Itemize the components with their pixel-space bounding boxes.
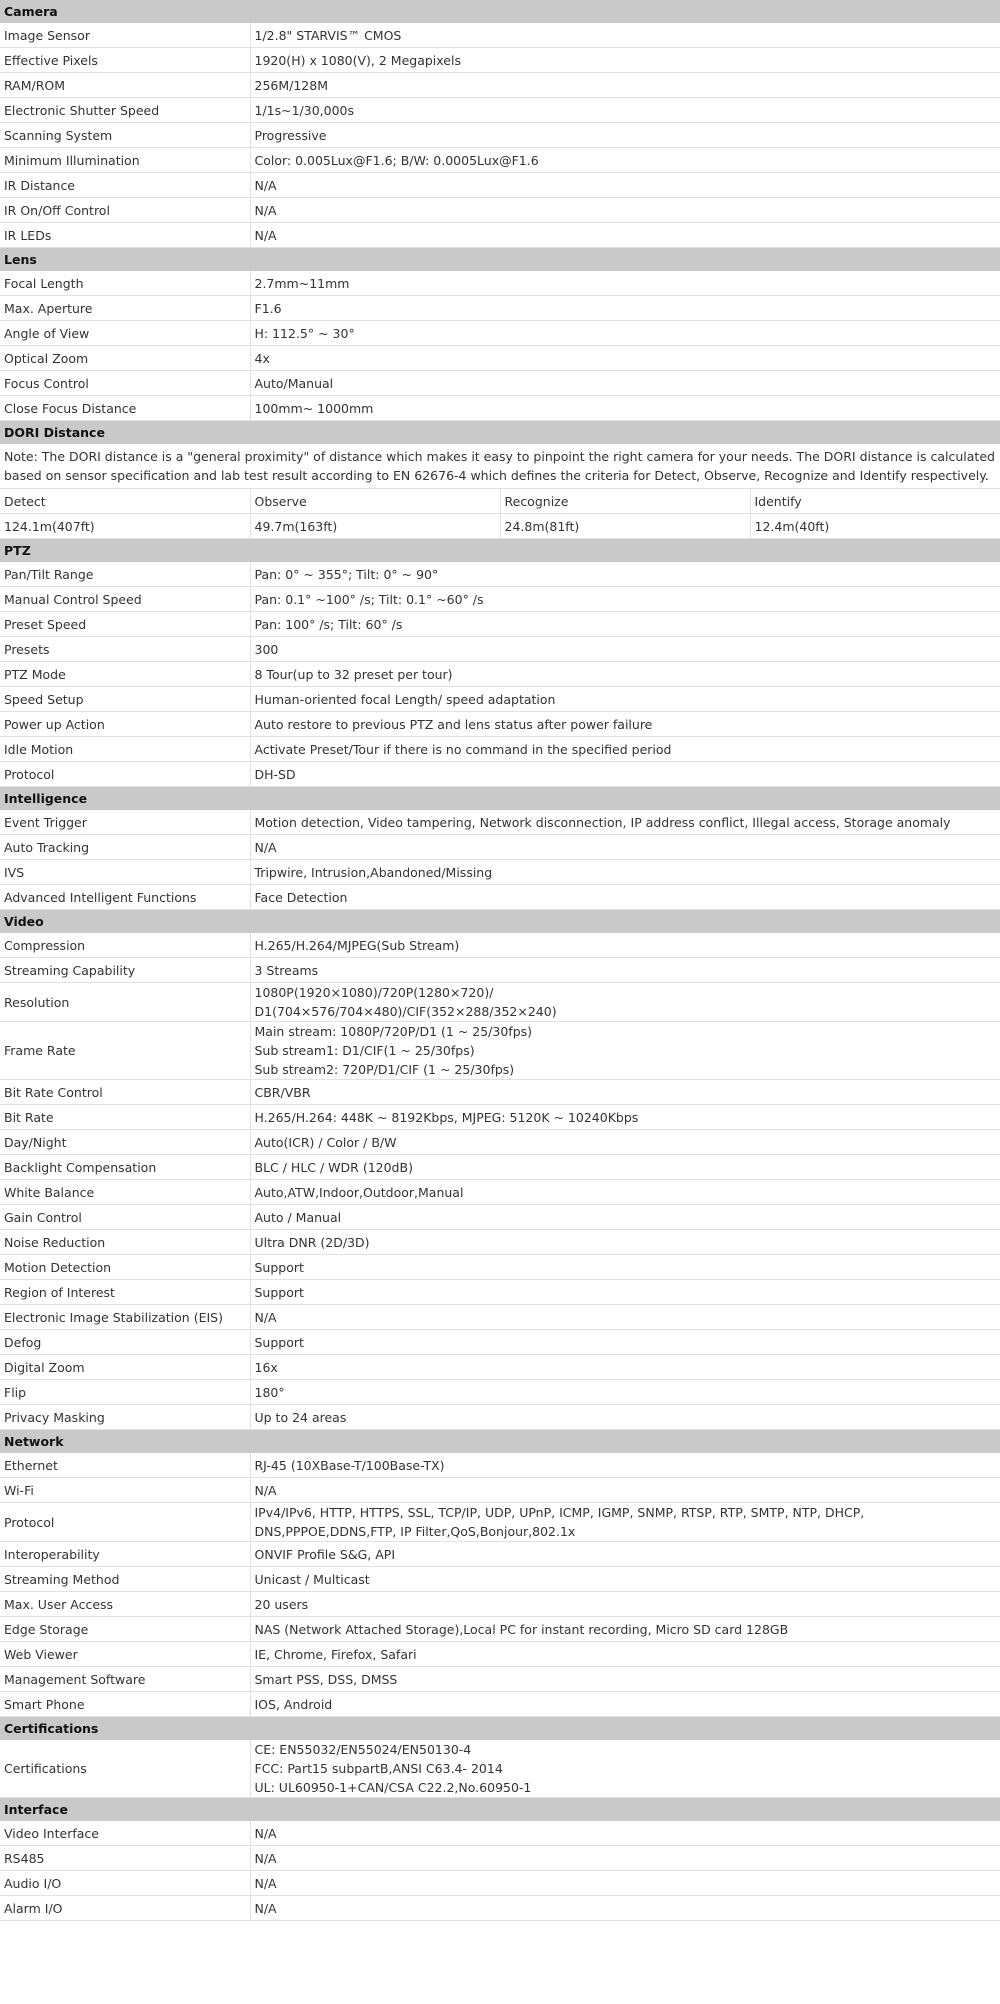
spec-value: Up to 24 areas <box>250 1405 1000 1430</box>
spec-row <box>0 1330 1000 1355</box>
section-header <box>0 787 1000 811</box>
spec-value: 1/2.8" STARVIS™ CMOS <box>250 23 1000 48</box>
spec-row <box>0 346 1000 371</box>
spec-label: Optical Zoom <box>0 346 250 371</box>
dori-header-row <box>0 489 1000 514</box>
spec-label: Focal Length <box>0 271 250 296</box>
spec-value: 1920(H) x 1080(V), 2 Megapixels <box>250 48 1000 73</box>
spec-value: Progressive <box>250 123 1000 148</box>
spec-row <box>0 198 1000 223</box>
spec-label: Focus Control <box>0 371 250 396</box>
spec-label: Streaming Method <box>0 1567 250 1592</box>
spec-label: IR LEDs <box>0 223 250 248</box>
spec-label: IR Distance <box>0 173 250 198</box>
spec-row <box>0 737 1000 762</box>
spec-value: Support <box>250 1255 1000 1280</box>
spec-row <box>0 983 1000 1022</box>
spec-row <box>0 1642 1000 1667</box>
spec-label: Idle Motion <box>0 737 250 762</box>
spec-value: CBR/VBR <box>250 1080 1000 1105</box>
spec-label: Auto Tracking <box>0 835 250 860</box>
spec-row <box>0 1130 1000 1155</box>
spec-row <box>0 562 1000 587</box>
dori-value-cell: 12.4m(40ft) <box>750 514 1000 539</box>
spec-value: BLC / HLC / WDR (120dB) <box>250 1155 1000 1180</box>
spec-label: Compression <box>0 933 250 958</box>
spec-row <box>0 835 1000 860</box>
section-title: Certifications <box>0 1717 1000 1741</box>
spec-label: Protocol <box>0 1503 250 1542</box>
spec-value: 3 Streams <box>250 958 1000 983</box>
spec-label: Region of Interest <box>0 1280 250 1305</box>
spec-row <box>0 296 1000 321</box>
spec-label: PTZ Mode <box>0 662 250 687</box>
spec-value: IE, Chrome, Firefox, Safari <box>250 1642 1000 1667</box>
dori-note-row <box>0 444 1000 489</box>
spec-row <box>0 48 1000 73</box>
spec-row <box>0 1667 1000 1692</box>
spec-value: Auto / Manual <box>250 1205 1000 1230</box>
spec-value: H.265/H.264: 448K ~ 8192Kbps, MJPEG: 5120K ~ 10240Kbps <box>250 1105 1000 1130</box>
spec-value: Main stream: 1080P/720P/D1 (1 ~ 25/30fps) Sub stream1: D1/CIF(1 ~ 25/30fps) Sub stream2: 720P/D1/CIF (1 ~ 25/30fps) <box>250 1022 1000 1080</box>
spec-row <box>0 123 1000 148</box>
spec-label: Ethernet <box>0 1453 250 1478</box>
spec-value: 2.7mm~11mm <box>250 271 1000 296</box>
spec-value: Pan: 0° ~ 355°; Tilt: 0° ~ 90° <box>250 562 1000 587</box>
spec-row <box>0 1205 1000 1230</box>
spec-value: 256M/128M <box>250 73 1000 98</box>
spec-row <box>0 687 1000 712</box>
spec-label: Resolution <box>0 983 250 1022</box>
spec-label: Privacy Masking <box>0 1405 250 1430</box>
spec-row <box>0 662 1000 687</box>
spec-value: Color: 0.005Lux@F1.6; B/W: 0.0005Lux@F1.6 <box>250 148 1000 173</box>
spec-value: RJ-45 (10XBase-T/100Base-TX) <box>250 1453 1000 1478</box>
section-header <box>0 1430 1000 1454</box>
spec-row <box>0 587 1000 612</box>
spec-value: 100mm~ 1000mm <box>250 396 1000 421</box>
spec-label: Certifications <box>0 1740 250 1798</box>
spec-row <box>0 1821 1000 1846</box>
spec-label: Scanning System <box>0 123 250 148</box>
spec-row <box>0 885 1000 910</box>
spec-value: Smart PSS, DSS, DMSS <box>250 1667 1000 1692</box>
spec-value: N/A <box>250 223 1000 248</box>
spec-value: 8 Tour(up to 32 preset per tour) <box>250 662 1000 687</box>
spec-value: Auto restore to previous PTZ and lens status after power failure <box>250 712 1000 737</box>
spec-label: Max. Aperture <box>0 296 250 321</box>
dori-header-cell: Identify <box>750 489 1000 514</box>
spec-row <box>0 148 1000 173</box>
spec-row <box>0 321 1000 346</box>
spec-label: Smart Phone <box>0 1692 250 1717</box>
spec-row <box>0 1503 1000 1542</box>
spec-value: Auto(ICR) / Color / B/W <box>250 1130 1000 1155</box>
spec-row <box>0 1405 1000 1430</box>
spec-label: IR On/Off Control <box>0 198 250 223</box>
spec-label: Image Sensor <box>0 23 250 48</box>
spec-value: 300 <box>250 637 1000 662</box>
spec-row <box>0 1280 1000 1305</box>
spec-value: Tripwire, Intrusion,Abandoned/Missing <box>250 860 1000 885</box>
spec-value: Human-oriented focal Length/ speed adaptation <box>250 687 1000 712</box>
section-title: Lens <box>0 248 1000 272</box>
section-header <box>0 421 1000 445</box>
spec-value: N/A <box>250 835 1000 860</box>
spec-label: Defog <box>0 1330 250 1355</box>
spec-row <box>0 271 1000 296</box>
spec-row <box>0 396 1000 421</box>
spec-row <box>0 1567 1000 1592</box>
section-title: Interface <box>0 1798 1000 1822</box>
spec-label: Angle of View <box>0 321 250 346</box>
spec-value: N/A <box>250 173 1000 198</box>
spec-value: Pan: 0.1° ~100° /s; Tilt: 0.1° ~60° /s <box>250 587 1000 612</box>
spec-row <box>0 1617 1000 1642</box>
spec-value: 20 users <box>250 1592 1000 1617</box>
spec-label: Audio I/O <box>0 1871 250 1896</box>
spec-label: Interoperability <box>0 1542 250 1567</box>
spec-row <box>0 1542 1000 1567</box>
section-header <box>0 0 1000 23</box>
spec-label: Effective Pixels <box>0 48 250 73</box>
spec-label: Close Focus Distance <box>0 396 250 421</box>
spec-row <box>0 933 1000 958</box>
spec-label: Wi-Fi <box>0 1478 250 1503</box>
spec-label: Electronic Image Stabilization (EIS) <box>0 1305 250 1330</box>
section-title: Intelligence <box>0 787 1000 811</box>
spec-row <box>0 1592 1000 1617</box>
section-title: Camera <box>0 0 1000 23</box>
spec-value: Motion detection, Video tampering, Network disconnection, IP address conflict, Illegal access, Storage anomaly <box>250 810 1000 835</box>
section-header <box>0 910 1000 934</box>
spec-value: 1080P(1920×1080)/720P(1280×720)/ D1(704×576/704×480)/CIF(352×288/352×240) <box>250 983 1000 1022</box>
section-header <box>0 539 1000 563</box>
dori-value-cell: 124.1m(407ft) <box>0 514 250 539</box>
spec-label: Pan/Tilt Range <box>0 562 250 587</box>
spec-value: N/A <box>250 1305 1000 1330</box>
spec-label: IVS <box>0 860 250 885</box>
spec-value: Unicast / Multicast <box>250 1567 1000 1592</box>
spec-value: Ultra DNR (2D/3D) <box>250 1230 1000 1255</box>
spec-label: Motion Detection <box>0 1255 250 1280</box>
spec-label: Gain Control <box>0 1205 250 1230</box>
spec-value: N/A <box>250 1821 1000 1846</box>
spec-row <box>0 1871 1000 1896</box>
spec-value: 180° <box>250 1380 1000 1405</box>
spec-label: Frame Rate <box>0 1022 250 1080</box>
spec-label: Protocol <box>0 762 250 787</box>
spec-value: Auto/Manual <box>250 371 1000 396</box>
spec-value: 1/1s~1/30,000s <box>250 98 1000 123</box>
spec-row <box>0 1155 1000 1180</box>
spec-row <box>0 1740 1000 1798</box>
spec-value: N/A <box>250 1846 1000 1871</box>
spec-row <box>0 1380 1000 1405</box>
section-header <box>0 1798 1000 1822</box>
spec-label: RS485 <box>0 1846 250 1871</box>
spec-row <box>0 23 1000 48</box>
spec-label: Noise Reduction <box>0 1230 250 1255</box>
section-header <box>0 248 1000 272</box>
dori-header-cell: Observe <box>250 489 500 514</box>
spec-row <box>0 1896 1000 1921</box>
spec-row <box>0 371 1000 396</box>
spec-row <box>0 1692 1000 1717</box>
spec-label: Web Viewer <box>0 1642 250 1667</box>
spec-row <box>0 173 1000 198</box>
spec-label: Edge Storage <box>0 1617 250 1642</box>
spec-value: H.265/H.264/MJPEG(Sub Stream) <box>250 933 1000 958</box>
spec-label: Digital Zoom <box>0 1355 250 1380</box>
spec-label: Event Trigger <box>0 810 250 835</box>
section-title: Network <box>0 1430 1000 1454</box>
spec-row <box>0 1355 1000 1380</box>
spec-value: N/A <box>250 1871 1000 1896</box>
spec-label: Max. User Access <box>0 1592 250 1617</box>
spec-row <box>0 810 1000 835</box>
spec-row <box>0 860 1000 885</box>
spec-value: N/A <box>250 1896 1000 1921</box>
spec-value: H: 112.5° ~ 30° <box>250 321 1000 346</box>
spec-row <box>0 1255 1000 1280</box>
spec-row <box>0 712 1000 737</box>
spec-row <box>0 958 1000 983</box>
spec-row <box>0 1478 1000 1503</box>
section-header <box>0 1717 1000 1741</box>
spec-value: IPv4/IPv6, HTTP, HTTPS, SSL, TCP/IP, UDP, UPnP, ICMP, IGMP, SNMP, RTSP, RTP, SMTP, NTP, DHCP, DNS,PPPOE,DDNS,FTP, IP Filter,QoS,Bonjour,802.1x <box>250 1503 1000 1542</box>
dori-value-cell: 49.7m(163ft) <box>250 514 500 539</box>
spec-label: Minimum Illumination <box>0 148 250 173</box>
dori-value-cell: 24.8m(81ft) <box>500 514 750 539</box>
spec-value: DH-SD <box>250 762 1000 787</box>
spec-value: 16x <box>250 1355 1000 1380</box>
spec-label: Management Software <box>0 1667 250 1692</box>
spec-label: Bit Rate Control <box>0 1080 250 1105</box>
dori-header-cell: Recognize <box>500 489 750 514</box>
spec-label: RAM/ROM <box>0 73 250 98</box>
spec-row <box>0 1305 1000 1330</box>
spec-label: Power up Action <box>0 712 250 737</box>
spec-label: Advanced Intelligent Functions <box>0 885 250 910</box>
spec-row <box>0 637 1000 662</box>
spec-row <box>0 98 1000 123</box>
spec-label: Day/Night <box>0 1130 250 1155</box>
spec-row <box>0 1080 1000 1105</box>
spec-label: Flip <box>0 1380 250 1405</box>
spec-value: IOS, Android <box>250 1692 1000 1717</box>
section-title: PTZ <box>0 539 1000 563</box>
dori-header-cell: Detect <box>0 489 250 514</box>
dori-value-row <box>0 514 1000 539</box>
section-title: DORI Distance <box>0 421 1000 445</box>
spec-row <box>0 762 1000 787</box>
spec-row <box>0 612 1000 637</box>
spec-value: N/A <box>250 1478 1000 1503</box>
spec-value: NAS (Network Attached Storage),Local PC for instant recording, Micro SD card 128GB <box>250 1617 1000 1642</box>
spec-row <box>0 1105 1000 1130</box>
spec-value: Auto,ATW,Indoor,Outdoor,Manual <box>250 1180 1000 1205</box>
spec-value: Face Detection <box>250 885 1000 910</box>
spec-row <box>0 1846 1000 1871</box>
spec-label: Alarm I/O <box>0 1896 250 1921</box>
spec-label: Backlight Compensation <box>0 1155 250 1180</box>
spec-row <box>0 1180 1000 1205</box>
spec-value: Support <box>250 1330 1000 1355</box>
spec-label: Speed Setup <box>0 687 250 712</box>
spec-row <box>0 1230 1000 1255</box>
spec-value: 4x <box>250 346 1000 371</box>
spec-value: ONVIF Profile S&G, API <box>250 1542 1000 1567</box>
spec-value: Activate Preset/Tour if there is no command in the specified period <box>250 737 1000 762</box>
spec-label: Bit Rate <box>0 1105 250 1130</box>
spec-row <box>0 73 1000 98</box>
dori-note: Note: The DORI distance is a "general proximity" of distance which makes it easy to pinpoint the right camera for your needs. The DORI distance is calculated based on sensor specification and lab test result according to EN 62676-4 which defines the criteria for Detect, Observe, Recognize and Identify respectively. <box>0 444 1000 489</box>
spec-label: Video Interface <box>0 1821 250 1846</box>
spec-row <box>0 1022 1000 1080</box>
spec-label: Presets <box>0 637 250 662</box>
spec-label: White Balance <box>0 1180 250 1205</box>
spec-row <box>0 223 1000 248</box>
spec-value: F1.6 <box>250 296 1000 321</box>
spec-value: CE: EN55032/EN55024/EN50130-4 FCC: Part15 subpartB,ANSI C63.4- 2014 UL: UL60950-1+CAN/CSA C22.2,No.60950-1 <box>250 1740 1000 1798</box>
spec-label: Electronic Shutter Speed <box>0 98 250 123</box>
spec-value: Support <box>250 1280 1000 1305</box>
spec-label: Manual Control Speed <box>0 587 250 612</box>
spec-value: Pan: 100° /s; Tilt: 60° /s <box>250 612 1000 637</box>
spec-row <box>0 1453 1000 1478</box>
spec-value: N/A <box>250 198 1000 223</box>
spec-label: Preset Speed <box>0 612 250 637</box>
section-title: Video <box>0 910 1000 934</box>
spec-label: Streaming Capability <box>0 958 250 983</box>
